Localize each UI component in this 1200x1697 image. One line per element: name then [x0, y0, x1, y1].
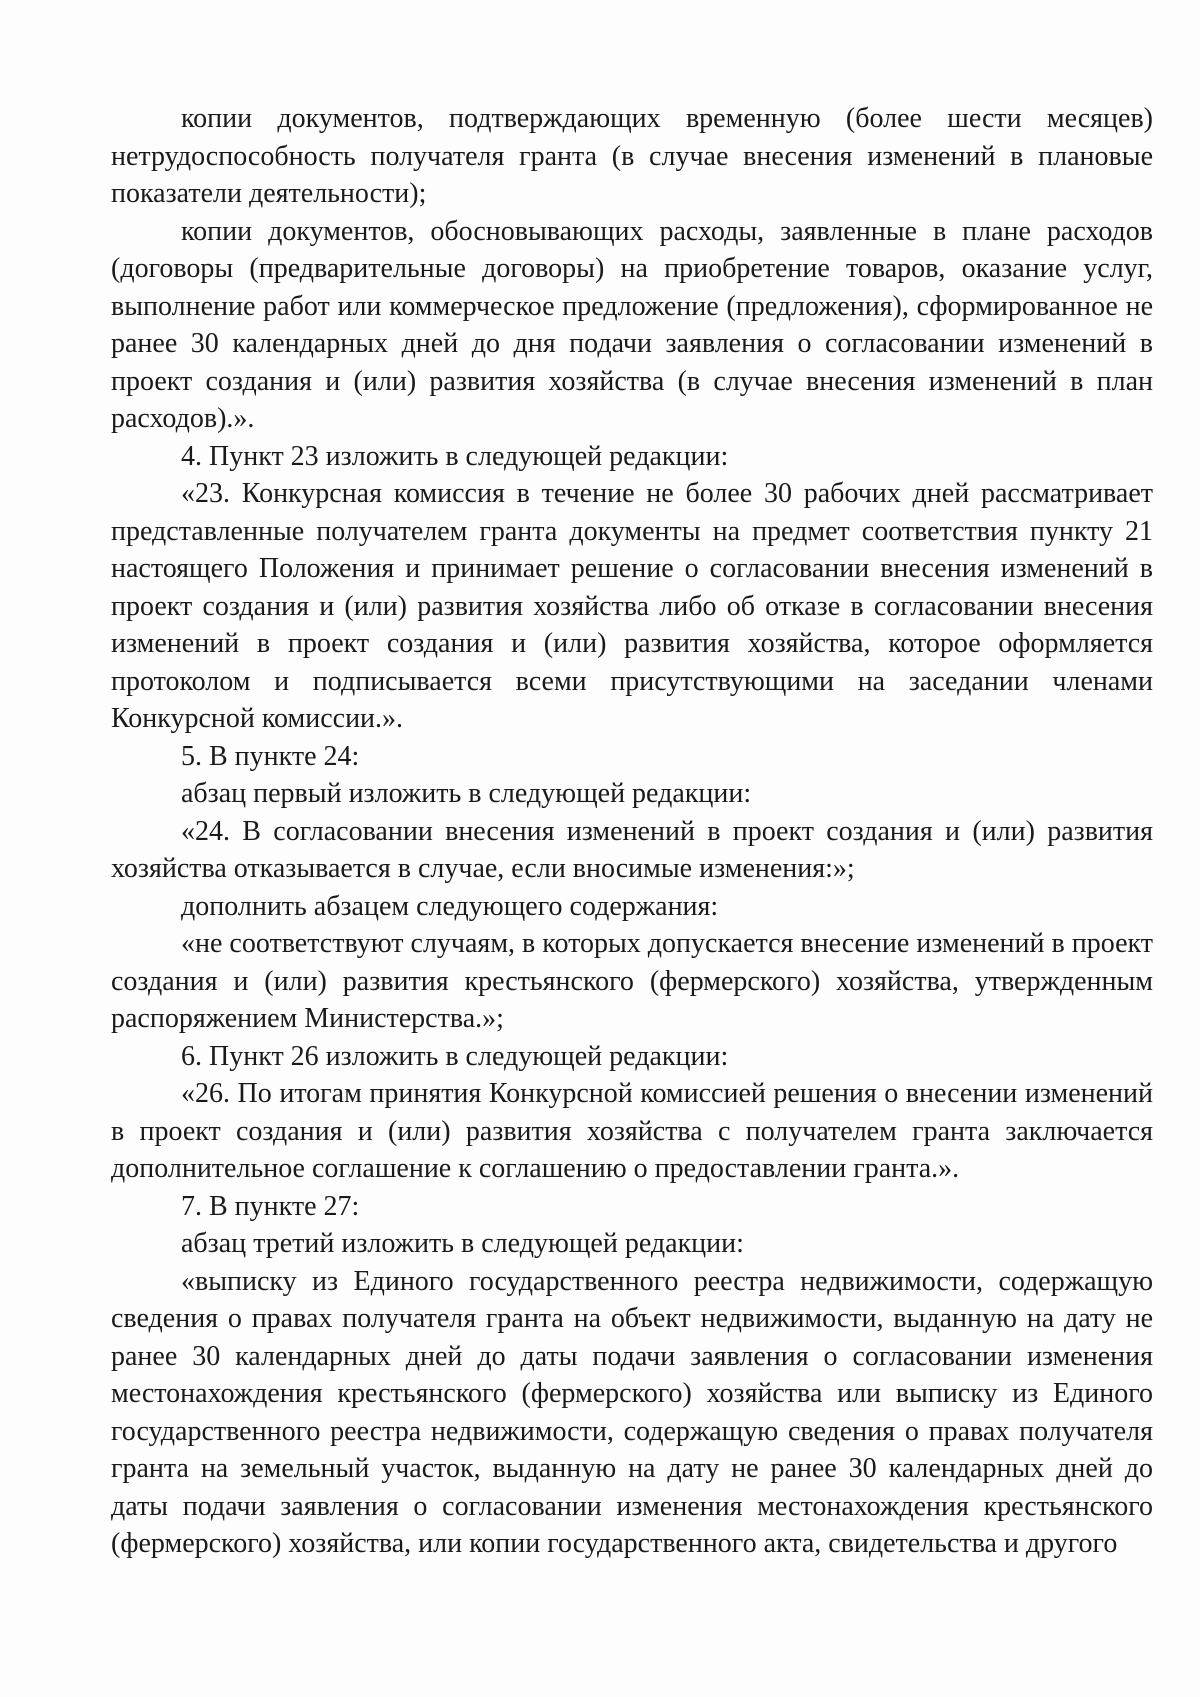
paragraph: «24. В согласовании внесения изменений в проект создания и (или) развития хозяйства отказывается в случае, если вносимые изменения:»;	[111, 815, 1153, 884]
paragraph: «выписку из Единого государственного реестра недвижимости, содержащую сведения о правах получателя гранта на объект недвижимости, выданную на дату не ранее 30 календарных дней до даты подачи заявления о согласовании изменения местонахождения крестьянского (фермерского) хозяйства или выписку из Единого государственного реестра недвижимости, содержащую сведения о правах получателя гранта на земельный участок, выданную на дату не ранее 30 календарных дней до даты подачи заявления о согласовании изменения местонахождения крестьянского (фермерского) хозяйства, или копии государственного акта, свидетельства и другого	[111, 1265, 1153, 1559]
paragraph: абзац третий изложить в следующей редакции:	[181, 1228, 744, 1259]
paragraph: 5. В пункте 24:	[181, 740, 360, 772]
paragraph: «не соответствуют случаям, в которых допускается внесение изменений в проект создания и (или) развития крестьянского (фермерского) хозяйства, утвержденным распоряжением Министерства.»;	[111, 928, 1153, 1034]
paragraph: абзац первый изложить в следующей редакции:	[181, 778, 752, 809]
document-body	[111, 100, 1153, 1563]
paragraph: 6. Пункт 26 изложить в следующей редакции:	[181, 1040, 729, 1072]
paragraph: 7. В пункте 27:	[181, 1190, 360, 1222]
paragraph: копии документов, подтверждающих временную (более шести месяцев) нетрудоспособность получателя гранта (в случае внесения изменений в плановые показатели деятельности);	[111, 103, 1153, 209]
paragraph: «23. Конкурсная комиссия в течение не более 30 рабочих дней рассматривает представленные получателем гранта документы на предмет соответствия пункту 21 настоящего Положения и принимает решение о согласовании внесения изменений в проект создания и (или) развития хозяйства либо об отказе в согласовании внесения изменений в проект создания и (или) развития хозяйства, которое оформляется протоколом и подписывается всеми присутствующими на заседании членами Конкурсной комиссии.».	[111, 478, 1153, 734]
paragraph: «26. По итогам принятия Конкурсной комиссией решения о внесении изменений в проект создания и (или) развития хозяйства с получателем гранта заключается дополнительное соглашение к соглашению о предоставлении гранта.».	[111, 1078, 1153, 1184]
paragraph: дополнить абзацем следующего содержания:	[181, 890, 719, 922]
paragraph: копии документов, обосновывающих расходы, заявленные в плане расходов (договоры (предварительные договоры) на приобретение товаров, оказание услуг, выполнение работ или коммерческое предложение (предложения), сформированное не ранее 30 календарных дней до дня подачи заявления о согласовании изменений в проект создания и (или) развития хозяйства (в случае внесения изменений в план расходов).».	[111, 215, 1153, 434]
paragraph: 4. Пункт 23 изложить в следующей редакции:	[181, 440, 729, 472]
